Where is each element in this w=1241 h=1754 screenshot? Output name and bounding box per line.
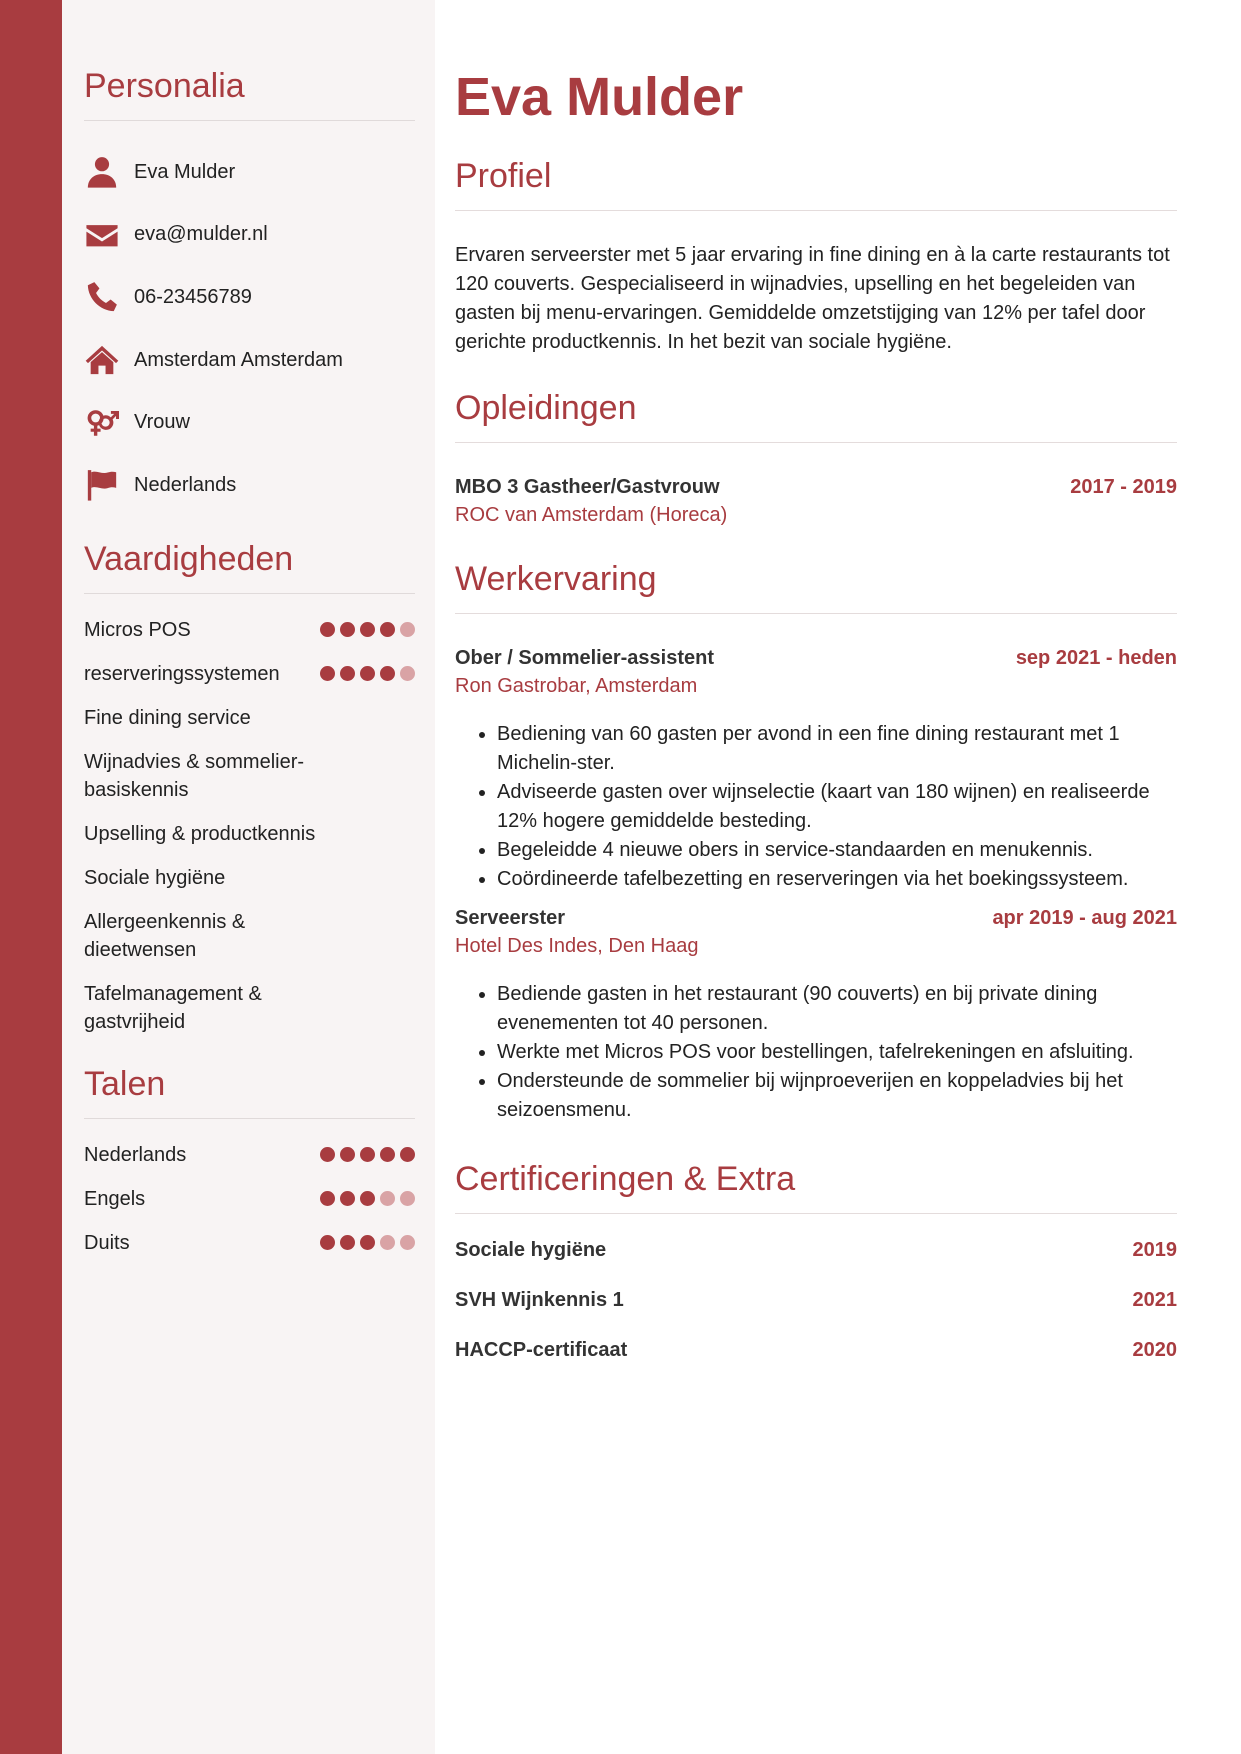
certification-row xyxy=(455,1236,1177,1264)
rating-dot xyxy=(380,622,395,637)
contact-gender xyxy=(84,391,415,454)
list-item: • Bediening van 60 gasten per avond in een fine dining restaurant met 1 Michelin-ster. xyxy=(497,720,1177,778)
certification-name: Sociale hygiëne xyxy=(455,1239,607,1261)
contact-phone xyxy=(84,266,415,329)
divider xyxy=(455,613,1177,614)
sidebar-content xyxy=(84,66,415,1265)
rating-dot xyxy=(340,1147,355,1162)
entry-employer: Ron Gastrobar, Amsterdam xyxy=(455,675,698,697)
certifications-section xyxy=(455,1159,1177,1364)
certification-name: HACCP-certificaat xyxy=(455,1339,628,1361)
list-item: • Coördineerde tafelbezetting en reserveringen via het boekingssysteem. xyxy=(497,865,1177,894)
skill-item xyxy=(84,740,415,812)
languages-list xyxy=(84,1133,415,1265)
skill-label: Fine dining service xyxy=(84,706,251,729)
rating-dot xyxy=(380,1235,395,1250)
education-entry xyxy=(455,473,1177,529)
rating-dot xyxy=(380,666,395,681)
main-content xyxy=(455,60,1177,1364)
entry-date: sep 2021 - heden xyxy=(1015,647,1177,669)
contact-address xyxy=(84,329,415,392)
skill-item xyxy=(84,972,415,1044)
skill-label: Allergeenkennis & dieetwensen xyxy=(84,910,246,961)
rating-dot xyxy=(360,1235,375,1250)
contact-name xyxy=(84,141,415,204)
divider xyxy=(455,1213,1177,1214)
envelope-icon xyxy=(84,217,120,253)
rating-dot xyxy=(320,1147,335,1162)
rating-dot xyxy=(360,666,375,681)
language-rating xyxy=(320,1235,415,1250)
sidebar xyxy=(62,0,435,1754)
rating-dot xyxy=(400,622,415,637)
language-item xyxy=(84,1177,415,1221)
entry-bullets xyxy=(455,980,1177,1125)
skill-label: Upselling & productkennis xyxy=(84,822,316,845)
certification-name: SVH Wijnkennis 1 xyxy=(455,1289,624,1311)
rating-dot xyxy=(380,1147,395,1162)
certification-year: 2019 xyxy=(1132,1239,1177,1261)
skill-item xyxy=(84,812,415,856)
contact-list xyxy=(84,141,415,517)
contact-text: Vrouw xyxy=(134,411,190,434)
certifications-list xyxy=(455,1236,1177,1364)
skill-label: reserveringssystemen xyxy=(84,662,280,685)
skill-item xyxy=(84,608,415,652)
education-section xyxy=(455,388,1177,529)
rating-dot xyxy=(340,666,355,681)
rating-dot xyxy=(360,622,375,637)
contact-text: Nederlands xyxy=(134,473,237,496)
list-item: • Ondersteunde de sommelier bij wijnproeverijen en koppeladvies bij het seizoensmenu. xyxy=(497,1067,1177,1125)
skill-item xyxy=(84,696,415,740)
rating-dot xyxy=(320,666,335,681)
divider xyxy=(84,120,415,121)
skill-label: Tafelmanagement & gastvrijheid xyxy=(84,982,262,1033)
flag-icon xyxy=(84,467,120,503)
home-icon xyxy=(84,342,120,378)
rating-dot xyxy=(360,1191,375,1206)
certification-row xyxy=(455,1286,1177,1314)
profile-heading: Profiel xyxy=(455,157,552,195)
language-item xyxy=(84,1221,415,1265)
skills-heading: Vaardigheden xyxy=(84,539,294,578)
entry-title: Serveerster xyxy=(455,907,566,929)
rating-dot xyxy=(320,1191,335,1206)
skill-rating xyxy=(320,666,415,681)
experience-entry xyxy=(455,644,1177,894)
entry-header xyxy=(455,644,1177,672)
education-heading: Opleidingen xyxy=(455,389,637,427)
rating-dot xyxy=(400,1191,415,1206)
divider xyxy=(455,442,1177,443)
skill-rating xyxy=(320,622,415,637)
language-label: Duits xyxy=(84,1231,130,1254)
entry-date: 2017 - 2019 xyxy=(1070,476,1177,498)
gender-icon xyxy=(84,405,120,441)
phone-icon xyxy=(84,279,120,315)
rating-dot xyxy=(400,1147,415,1162)
contact-text[interactable]: eva@mulder.nl xyxy=(134,223,268,246)
contact-email xyxy=(84,204,415,267)
person-icon xyxy=(84,154,120,190)
rating-dot xyxy=(380,1191,395,1206)
certification-row xyxy=(455,1336,1177,1364)
skill-item xyxy=(84,652,415,696)
rating-dot xyxy=(320,1235,335,1250)
contact-text: 06-23456789 xyxy=(134,285,252,308)
rating-dot xyxy=(340,622,355,637)
profile-section xyxy=(455,156,1177,357)
experience-entry xyxy=(455,904,1177,1125)
rating-dot xyxy=(340,1191,355,1206)
certifications-heading: Certificeringen & Extra xyxy=(455,1160,796,1198)
divider xyxy=(455,210,1177,211)
rating-dot xyxy=(400,666,415,681)
list-item: • Begeleidde 4 nieuwe obers in service-standaarden en menukennis. xyxy=(497,836,1177,865)
contact-text: Amsterdam Amsterdam xyxy=(134,348,343,371)
language-label: Nederlands xyxy=(84,1143,187,1166)
language-rating xyxy=(320,1191,415,1206)
accent-stripe xyxy=(0,0,62,1754)
skill-item xyxy=(84,856,415,900)
personalia-heading: Personalia xyxy=(84,67,245,105)
profile-text: Ervaren serveerster met 5 jaar ervaring in fine dining en à la carte restaurants tot 120 couverts. Gespecialiseerd in wijnadvies, upselling en het begeleiden van gasten bij menu-ervaringen. Gemiddelde omzetstijging van 12% per tafel door gerichte productkennis. In het bezit van sociale hygiëne. xyxy=(455,244,1170,353)
divider xyxy=(84,593,415,594)
languages-heading: Talen xyxy=(84,1064,166,1103)
certification-year: 2021 xyxy=(1132,1289,1177,1311)
rating-dot xyxy=(400,1235,415,1250)
skill-item xyxy=(84,900,415,972)
entry-bullets xyxy=(455,720,1177,894)
divider xyxy=(84,1118,415,1119)
list-item: • Adviseerde gasten over wijnselectie (kaart van 180 wijnen) en realiseerde 12% hogere gemiddelde besteding. xyxy=(497,778,1177,836)
contact-nationality xyxy=(84,454,415,517)
rating-dot xyxy=(360,1147,375,1162)
rating-dot xyxy=(320,622,335,637)
entry-title: MBO 3 Gastheer/Gastvrouw xyxy=(455,476,720,498)
skills-list xyxy=(84,608,415,1044)
skill-label: Micros POS xyxy=(84,618,191,641)
contact-text: Eva Mulder xyxy=(134,160,236,183)
skill-label: Sociale hygiëne xyxy=(84,866,226,889)
language-rating xyxy=(320,1147,415,1162)
certification-year: 2020 xyxy=(1132,1339,1177,1361)
experience-heading: Werkervaring xyxy=(455,560,657,598)
page-title: Eva Mulder xyxy=(455,67,744,127)
language-label: Engels xyxy=(84,1187,146,1210)
entry-institution: ROC van Amsterdam (Horeca) xyxy=(455,504,728,526)
entry-date: apr 2019 - aug 2021 xyxy=(992,907,1177,929)
entry-title: Ober / Sommelier-assistent xyxy=(455,647,714,669)
rating-dot xyxy=(340,1235,355,1250)
list-item: • Bediende gasten in het restaurant (90 couverts) en bij private dining evenementen tot 40 personen. xyxy=(497,980,1177,1038)
entry-header xyxy=(455,904,1177,932)
skill-label: Wijnadvies & sommelier-basiskennis xyxy=(84,750,305,801)
entry-header xyxy=(455,473,1177,501)
entry-employer: Hotel Des Indes, Den Haag xyxy=(455,935,699,957)
list-item: • Werkte met Micros POS voor bestellingen, tafelrekeningen en afsluiting. xyxy=(497,1038,1177,1067)
language-item xyxy=(84,1133,415,1177)
experience-section xyxy=(455,559,1177,1125)
